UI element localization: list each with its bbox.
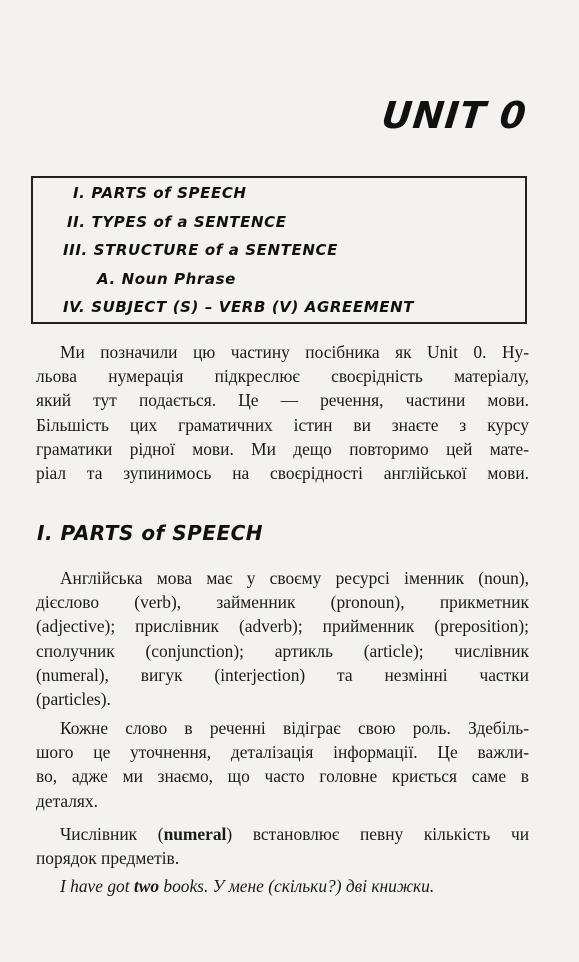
numeral-paragraph-line: Числівник (numeral) встановлює певну кількість чи [60, 824, 529, 844]
numeral-paragraph: Числівник (numeral) встановлює певну кількість чи порядок предметів. [36, 824, 529, 869]
section-heading: I. PARTS of SPEECH [37, 521, 264, 545]
intro-paragraph: Ми позначили цю частину посібника як Unit 0. Ну- льова нумерація підкреслює своєрідність матеріалу, який тут подається. Це — речення, частини мови. Більшість цих граматичних істин ви знаєте з курсу граматики рідної мови. Ми дещо повторимо цей мате- ріал та зупинимось на своєрідності англійської мови. [36, 342, 529, 484]
toc-item-structure-of-sentence: III. STRUCTURE of a SENTENCE [63, 241, 338, 259]
word-role-paragraph: Кожне слово в реченні відіграє свою роль. Здебіль- шого це уточнення, деталізація інформації. Це важли- во, адже ми знаємо, що часто головне криється саме в деталях. [36, 718, 529, 811]
toc-item-parts-of-speech: I. PARTS of SPEECH [73, 184, 247, 202]
numeral-term: numeral [163, 824, 227, 844]
toc-item-subject-verb-agreement: IV. SUBJECT (S) – VERB (V) AGREEMENT [63, 298, 415, 316]
parts-of-speech-paragraph: Англійська мова має у своєму ресурсі іменник (noun), дієслово (verb), займенник (pronoun), прикметник (adjective); прислівник (adverb); прийменник (preposition); сполучник (conjunction); артикль (article); числівник (numeral), вигук (interjection) та незмінні частки (particles). [36, 568, 529, 710]
example-sentence: I have got two books. У мене (скільки?) дві книжки. [60, 876, 435, 896]
toc-subitem-noun-phrase: A. Noun Phrase [97, 270, 236, 288]
unit-title: UNIT 0 [380, 94, 530, 137]
toc-item-types-of-sentence: II. TYPES of a SENTENCE [67, 213, 287, 231]
